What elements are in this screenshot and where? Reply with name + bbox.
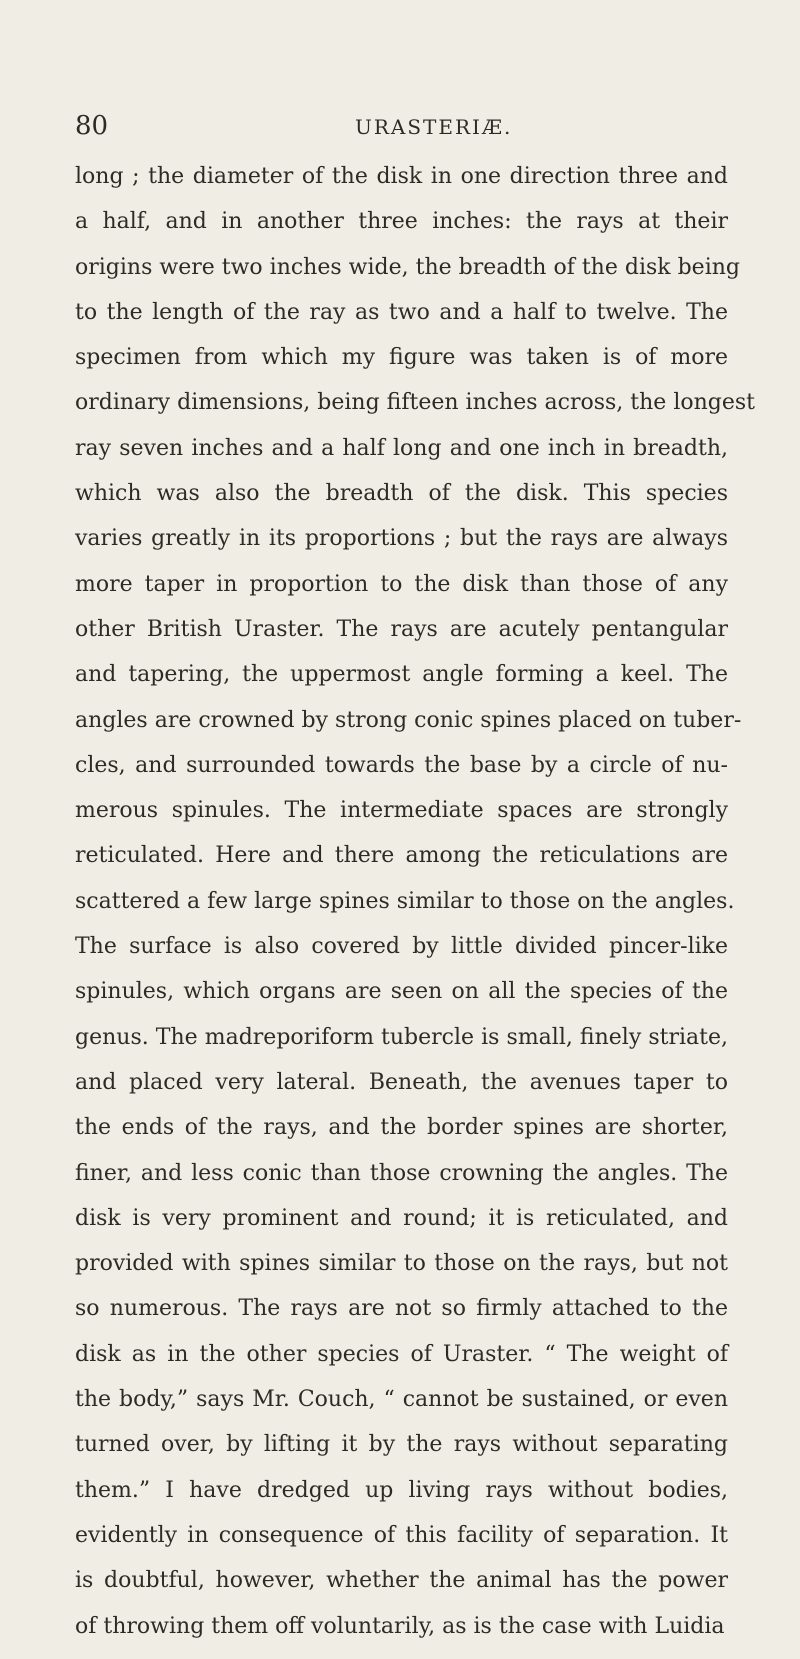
page-header [75, 108, 725, 144]
text-line: reticulated. Here and there among the reticulations are [75, 843, 728, 869]
text-line: other British Uraster. The rays are acutely pentangular [75, 616, 728, 642]
text-line: ray seven inches and a half long and one inch in breadth, [75, 435, 728, 461]
text-line: so numerous. The rays are not so firmly attached to the [75, 1296, 728, 1322]
text-line: genus. The madreporiform tubercle is small, finely striate, [75, 1024, 728, 1050]
text-line: and placed very lateral. Beneath, the avenues taper to [75, 1069, 728, 1095]
text-line: cles, and surrounded towards the base by a circle of nu- [75, 752, 728, 778]
running-title: URASTERIÆ. [355, 115, 513, 139]
body-text [75, 164, 756, 1659]
text-line: the ends of the rays, and the border spines are shorter, [75, 1115, 728, 1141]
text-line: angles are crowned by strong conic spines placed on tuber- [75, 707, 742, 733]
text-line: long ; the diameter of the disk in one direction three and [75, 164, 728, 189]
text-line: specimen from which my figure was taken is of more [75, 345, 728, 371]
text-line: turned over, by lifting it by the rays without separating [75, 1432, 728, 1458]
text-line: which was also the breadth of the disk. This species [75, 481, 728, 507]
text-line: spinules, which organs are seen on all the species of the [75, 979, 728, 1005]
text-line: merous spinules. The intermediate spaces are strongly [75, 798, 728, 824]
text-line: of throwing them off voluntarily, as is the case with Luidia [75, 1613, 725, 1639]
page-number: 80 [75, 111, 109, 141]
text-line: evidently in consequence of this facility of separation. It [75, 1522, 728, 1548]
text-line: them.” I have dredged up living rays without bodies, [75, 1477, 728, 1503]
text-line: scattered a few large spines similar to those on the angles. [75, 888, 735, 914]
text-line: disk is very prominent and round; it is reticulated, and [75, 1205, 728, 1231]
text-line: origins were two inches wide, the breadth of the disk being [75, 254, 740, 280]
text-line: a half, and in another three inches: the rays at their [75, 209, 728, 235]
text-line: ordinary dimensions, being fifteen inches across, the longest [75, 390, 756, 416]
text-line: provided with spines similar to those on the rays, but not [75, 1251, 728, 1277]
text-line: more taper in proportion to the disk than those of any [75, 571, 728, 597]
text-line: is doubtful, however, whether the animal has the power [75, 1568, 728, 1594]
text-line: The surface is also covered by little divided pincer-like [75, 934, 728, 960]
text-line: to the length of the ray as two and a half to twelve. The [75, 299, 728, 325]
text-line: varies greatly in its proportions ; but the rays are always [75, 526, 728, 552]
text-line: disk as in the other species of Uraster. “ The weight of [75, 1341, 728, 1367]
text-line: finer, and less conic than those crowning the angles. The [75, 1160, 728, 1186]
text-line: the body,” says Mr. Couch, “ cannot be sustained, or even [75, 1387, 728, 1413]
text-line: and tapering, the uppermost angle forming a keel. The [75, 662, 728, 688]
